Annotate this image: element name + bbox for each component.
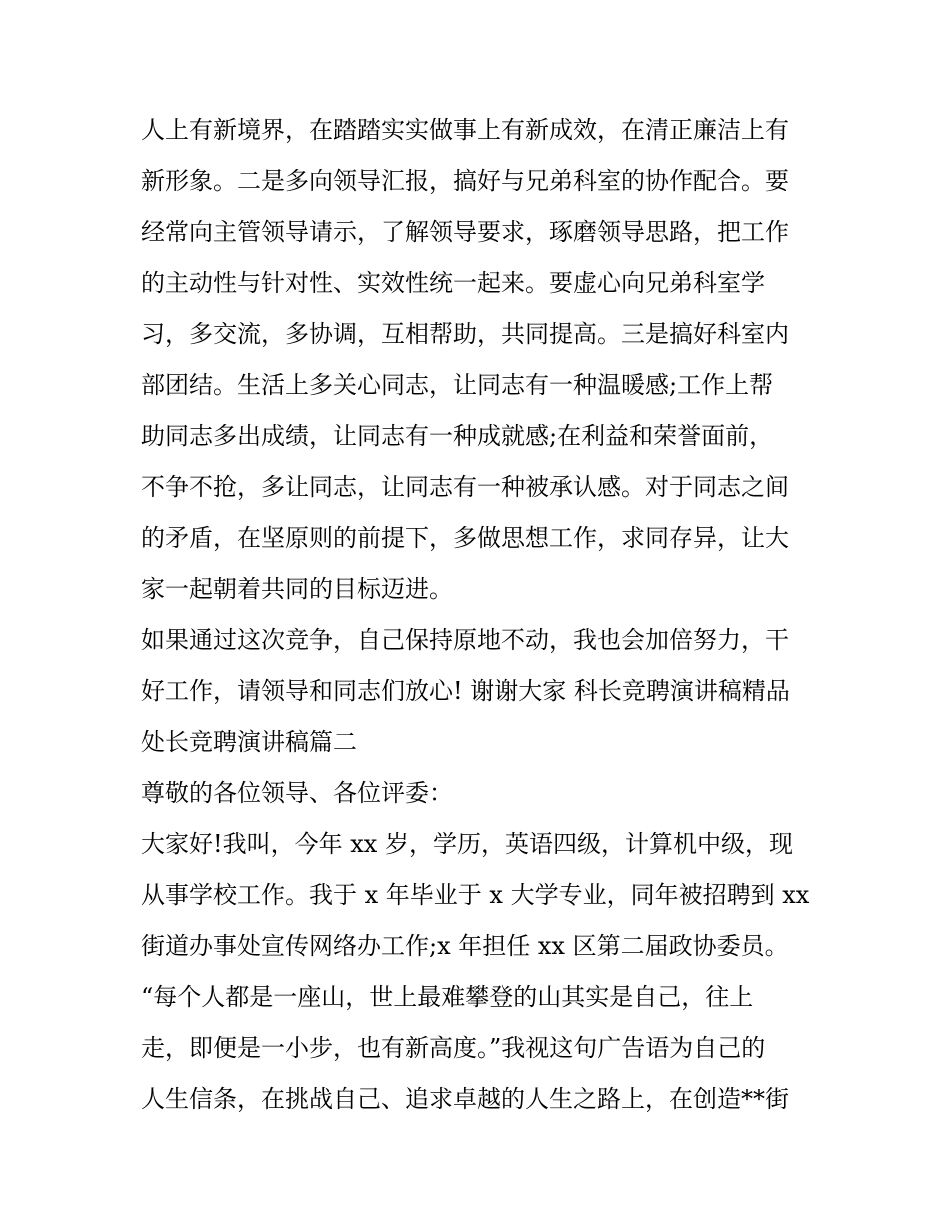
salutation: 尊敬的各位领导、各位评委： bbox=[141, 779, 453, 807]
text-line: 走，即便是一小步，也有新高度。”我视这句广告语为自己的 bbox=[141, 1034, 766, 1062]
text-line: 新形象。二是多向领导汇报，搞好与兄弟科室的协作配合。要 bbox=[141, 167, 789, 195]
document-body bbox=[141, 110, 821, 1130]
text-line: 人生信条，在挑战自己、追求卓越的人生之路上，在创造**街 bbox=[141, 1085, 789, 1113]
text-line: “每个人都是一座山，世上最难攀登的山其实是自己，往上 bbox=[141, 983, 754, 1011]
text-line: 部团结。生活上多关心同志，让同志有一种温暖感;工作上帮 bbox=[141, 371, 774, 399]
text-line: 人上有新境界，在踏踏实实做事上有新成效，在清正廉洁上有 bbox=[141, 116, 789, 144]
text-line: 从事学校工作。我于 x 年毕业于 x 大学专业，同年被招聘到 xx bbox=[141, 881, 810, 909]
text-line: 如果通过这次竞争，自己保持原地不动，我也会加倍努力，干 bbox=[141, 626, 789, 654]
text-line: 经常向主管领导请示，了解领导要求，琢磨领导思路，把工作 bbox=[141, 218, 789, 246]
text-line: 大家好!我叫，今年 xx 岁，学历，英语四级，计算机中级，现 bbox=[141, 830, 793, 858]
section-heading: 处长竞聘演讲稿篇二 bbox=[141, 728, 357, 756]
text-line: 习，多交流，多协调，互相帮助，共同提高。三是搞好科室内 bbox=[141, 320, 789, 348]
text-line: 助同志多出成绩，让同志有一种成就感;在利益和荣誉面前， bbox=[141, 422, 774, 450]
text-line: 的矛盾，在坚原则的前提下，多做思想工作，求同存异，让大 bbox=[141, 524, 789, 552]
text-line: 街道办事处宣传网络办工作;x 年担任 xx 区第二届政协委员。 bbox=[141, 932, 789, 960]
text-line: 不争不抢，多让同志，让同志有一种被承认感。对于同志之间 bbox=[141, 473, 789, 501]
text-line: 的主动性与针对性、实效性统一起来。要虚心向兄弟科室学 bbox=[141, 269, 765, 297]
text-line: 家一起朝着共同的目标迈进。 bbox=[141, 575, 453, 603]
text-line: 好工作，请领导和同志们放心! 谢谢大家 科长竞聘演讲稿精品 bbox=[141, 677, 790, 705]
